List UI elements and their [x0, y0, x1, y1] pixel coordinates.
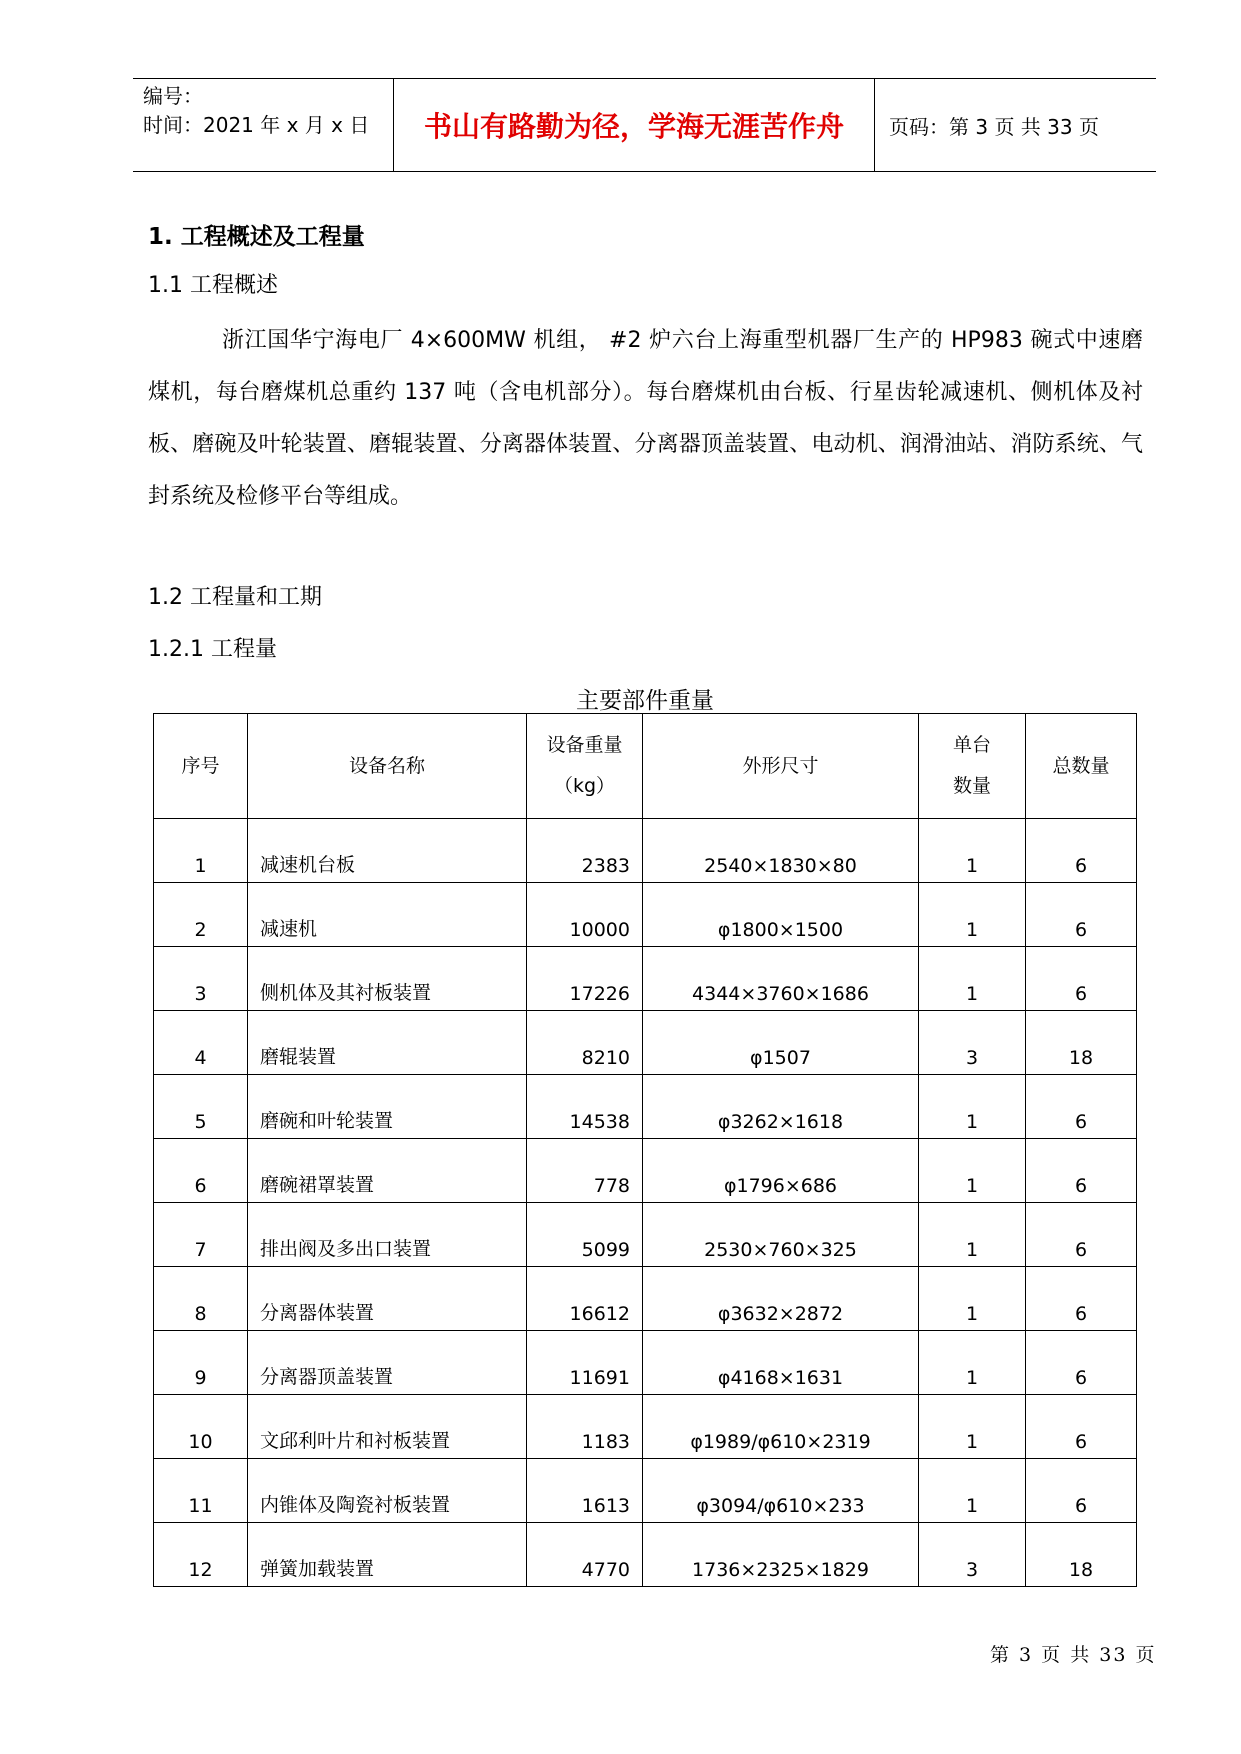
cell-weight: 16612: [527, 1267, 643, 1331]
cell-no: 1: [154, 819, 248, 883]
page-number-label: 页码：第 3 页 共 33 页: [889, 114, 1099, 139]
cell-no: 5: [154, 1075, 248, 1139]
cell-no: 7: [154, 1203, 248, 1267]
time-label: 时间：2021 年 x 月 x 日: [143, 113, 370, 137]
header-weight-line2: （kg）: [553, 775, 616, 797]
code-label: 编号：: [143, 84, 203, 108]
cell-name: 内锥体及陶瓷衬板装置: [248, 1459, 527, 1523]
cell-no: 10: [154, 1395, 248, 1459]
cell-total: 6: [1026, 1203, 1137, 1267]
cell-name: 减速机: [248, 883, 527, 947]
cell-weight: 1183: [527, 1395, 643, 1459]
cell-name: 侧机体及其衬板装置: [248, 947, 527, 1011]
cell-total: 6: [1026, 819, 1137, 883]
cell-dims: φ1989/φ610×2319: [643, 1395, 919, 1459]
cell-weight: 4770: [527, 1523, 643, 1587]
header-dims: 外形尺寸: [643, 714, 919, 819]
cell-total: 18: [1026, 1523, 1137, 1587]
cell-dims: 2530×760×325: [643, 1203, 919, 1267]
cell-qty: 1: [919, 1139, 1026, 1203]
page-header: [133, 78, 1156, 172]
cell-total: 6: [1026, 883, 1137, 947]
cell-no: 12: [154, 1523, 248, 1587]
header-qty-line1: 单台: [952, 734, 991, 756]
header-qty: [919, 714, 1026, 819]
cell-name: 分离器体装置: [248, 1267, 527, 1331]
cell-name: 磨碗裙罩装置: [248, 1139, 527, 1203]
header-total: 总数量: [1026, 714, 1137, 819]
cell-name: 减速机台板: [248, 819, 527, 883]
cell-qty: 1: [919, 1331, 1026, 1395]
header-right-cell: [875, 79, 1169, 171]
cell-weight: 2383: [527, 819, 643, 883]
cell-weight: 8210: [527, 1011, 643, 1075]
cell-qty: 1: [919, 1075, 1026, 1139]
table-row: [154, 1331, 1137, 1395]
cell-total: 6: [1026, 1459, 1137, 1523]
cell-weight: 778: [527, 1139, 643, 1203]
cell-total: 6: [1026, 947, 1137, 1011]
header-center-cell: [393, 79, 875, 171]
cell-qty: 1: [919, 1459, 1026, 1523]
table-row: [154, 1267, 1137, 1331]
cell-name: 磨辊装置: [248, 1011, 527, 1075]
cell-name: 排出阀及多出口装置: [248, 1203, 527, 1267]
table-row: [154, 947, 1137, 1011]
cell-weight: 11691: [527, 1331, 643, 1395]
header-name: 设备名称: [248, 714, 527, 819]
page-footer: 第 3 页 共 33 页: [990, 1644, 1157, 1666]
table-row: [154, 819, 1137, 883]
cell-dims: 4344×3760×1686: [643, 947, 919, 1011]
table-header-row: [154, 714, 1137, 819]
section-1-1-title: 1.1 工程概述: [148, 273, 278, 298]
cell-no: 11: [154, 1459, 248, 1523]
cell-dims: φ3094/φ610×233: [643, 1459, 919, 1523]
cell-qty: 1: [919, 1203, 1026, 1267]
section-1-2-title: 1.2 工程量和工期: [148, 585, 322, 610]
table-row: [154, 1395, 1137, 1459]
cell-dims: φ3632×2872: [643, 1267, 919, 1331]
cell-qty: 3: [919, 1011, 1026, 1075]
table-row: [154, 883, 1137, 947]
cell-qty: 3: [919, 1523, 1026, 1587]
cell-name: 弹簧加载装置: [248, 1523, 527, 1587]
cell-qty: 1: [919, 883, 1026, 947]
cell-total: 18: [1026, 1011, 1137, 1075]
header-no: 序号: [154, 714, 248, 819]
cell-weight: 10000: [527, 883, 643, 947]
cell-total: 6: [1026, 1331, 1137, 1395]
table-row: [154, 1075, 1137, 1139]
cell-no: 8: [154, 1267, 248, 1331]
cell-name: 分离器顶盖装置: [248, 1331, 527, 1395]
cell-total: 6: [1026, 1395, 1137, 1459]
table-row: [154, 1203, 1137, 1267]
cell-dims: φ4168×1631: [643, 1331, 919, 1395]
cell-name: 磨碗和叶轮装置: [248, 1075, 527, 1139]
header-weight: [527, 714, 643, 819]
table-row: [154, 1523, 1137, 1587]
table-row: [154, 1011, 1137, 1075]
parts-weight-table: [153, 713, 1137, 1587]
cell-name: 文邱利叶片和衬板装置: [248, 1395, 527, 1459]
section-1-title: 1. 工程概述及工程量: [148, 224, 365, 250]
cell-qty: 1: [919, 1395, 1026, 1459]
overview-paragraph: 浙江国华宁海电厂 4×600MW 机组， #2 炉六台上海重型机器厂生产的 HP983 碗式中速磨煤机，每台磨煤机总重约 137 吨（含电机部分）。每台磨煤机由台板、行星齿轮减速机、侧机体及衬板、磨碗及叶轮装置、磨辊装置、分离器体装置、分离器顶盖装置、电动机、润滑油站、消防系统、气封系统及检修平台等组成。: [148, 328, 1143, 509]
cell-no: 4: [154, 1011, 248, 1075]
cell-total: 6: [1026, 1075, 1137, 1139]
cell-dims: φ1507: [643, 1011, 919, 1075]
table-row: [154, 1459, 1137, 1523]
header-qty-line2: 数量: [952, 775, 991, 797]
cell-no: 6: [154, 1139, 248, 1203]
cell-no: 9: [154, 1331, 248, 1395]
cell-dims: 2540×1830×80: [643, 819, 919, 883]
cell-total: 6: [1026, 1139, 1137, 1203]
cell-dims: 1736×2325×1829: [643, 1523, 919, 1587]
cell-qty: 1: [919, 1267, 1026, 1331]
cell-qty: 1: [919, 947, 1026, 1011]
cell-weight: 14538: [527, 1075, 643, 1139]
cell-total: 6: [1026, 1267, 1137, 1331]
cell-no: 2: [154, 883, 248, 947]
header-weight-line1: 设备重量: [546, 734, 623, 756]
section-1-2-1-title: 1.2.1 工程量: [148, 637, 277, 662]
cell-dims: φ1796×686: [643, 1139, 919, 1203]
table-row: [154, 1139, 1137, 1203]
cell-weight: 5099: [527, 1203, 643, 1267]
cell-dims: φ1800×1500: [643, 883, 919, 947]
cell-dims: φ3262×1618: [643, 1075, 919, 1139]
cell-weight: 1613: [527, 1459, 643, 1523]
motto-text: 书山有路勤为径，学海无涯苦作舟: [423, 110, 844, 143]
table-caption: 主要部件重量: [576, 688, 714, 714]
cell-no: 3: [154, 947, 248, 1011]
cell-weight: 17226: [527, 947, 643, 1011]
cell-qty: 1: [919, 819, 1026, 883]
